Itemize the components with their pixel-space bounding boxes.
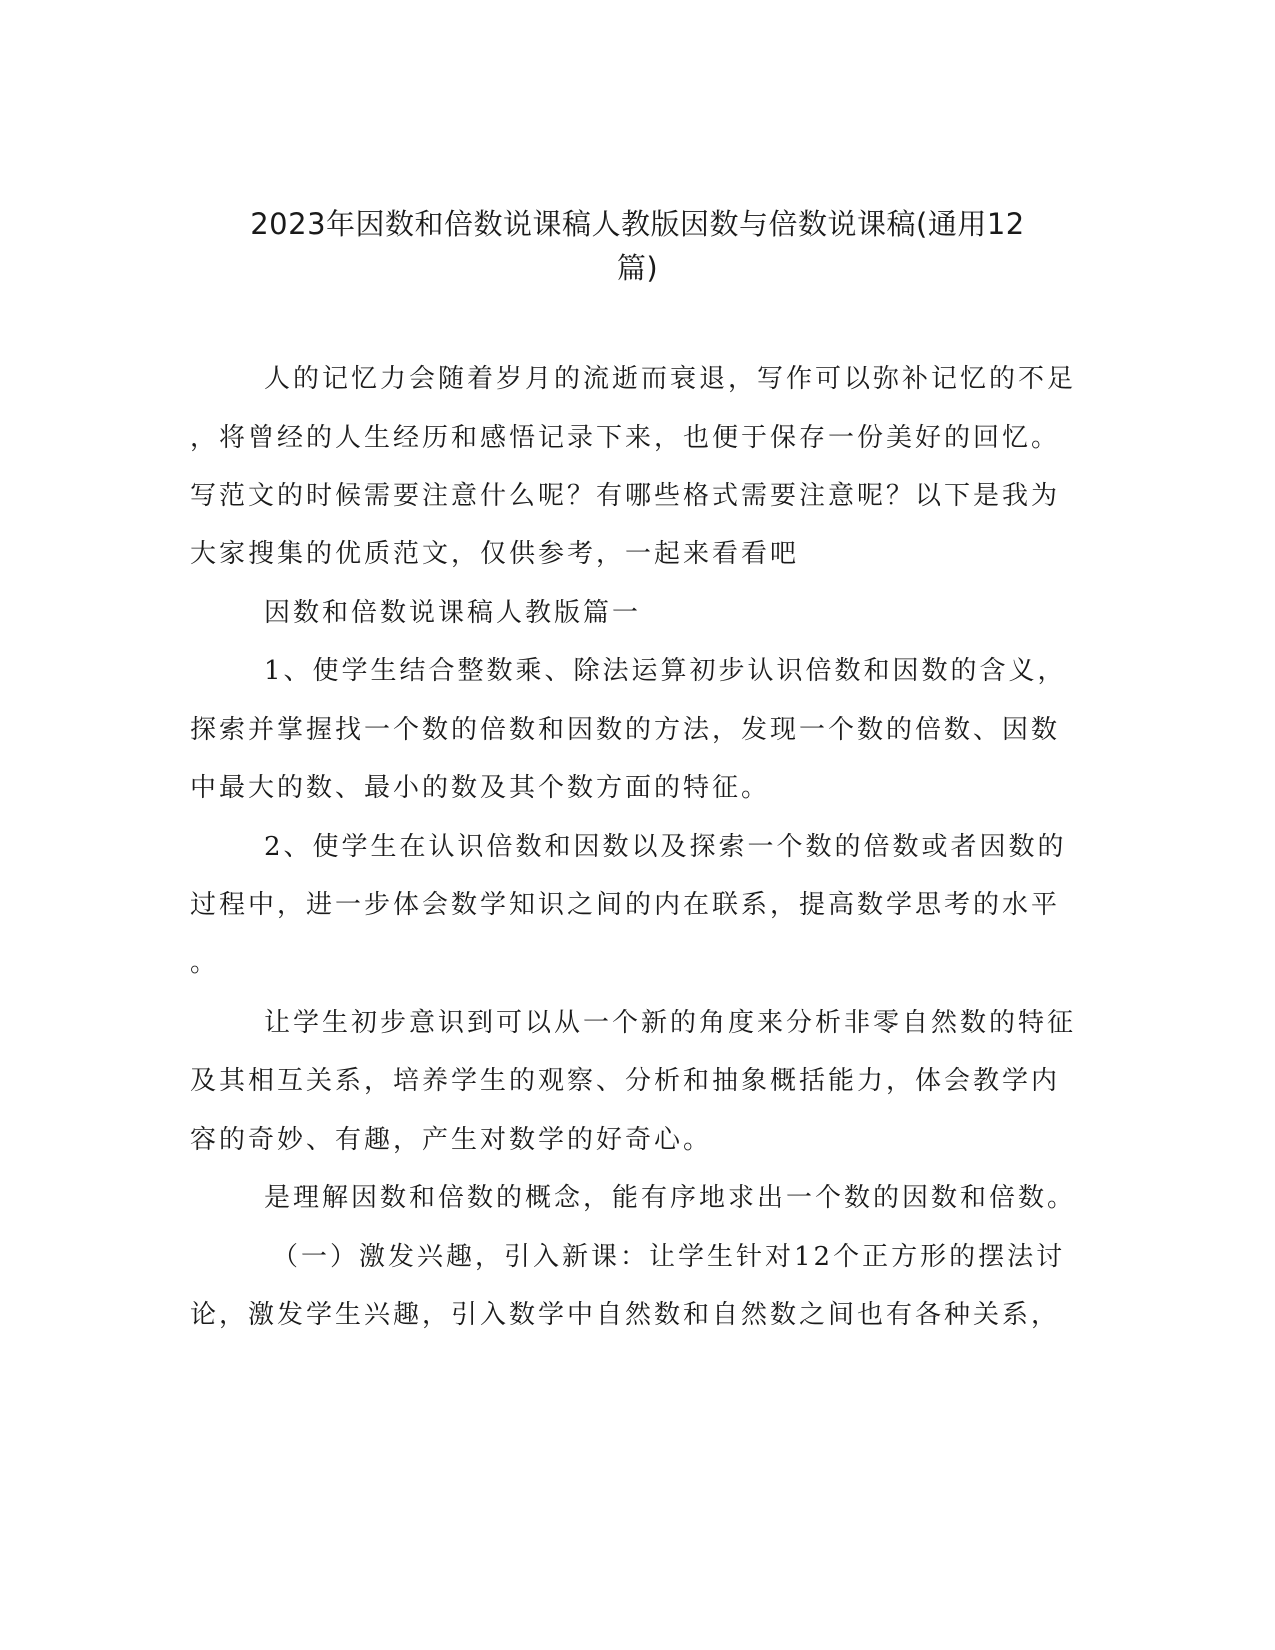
body-line: 让学生初步意识到可以从一个新的角度来分析非零自然数的特征 (264, 1008, 1077, 1038)
body-line: 人的记忆力会随着岁月的流逝而衰退，写作可以弥补记忆的不足 (264, 364, 1077, 394)
section-heading: 因数和倍数说课稿人教版篇一 (264, 598, 642, 628)
body-line: 大家搜集的优质范文，仅供参考，一起来看看吧 (190, 539, 800, 569)
body-line: 过程中，进一步体会数学知识之间的内在联系，提高数学思考的水平 (190, 890, 1061, 920)
document-title (150, 202, 1125, 290)
body-line: 2、使学生在认识倍数和因数以及探索一个数的倍数或者因数的 (264, 832, 1067, 862)
body-line: 写范文的时候需要注意什么呢？有哪些格式需要注意呢？以下是我为 (190, 481, 1061, 511)
body-line: 是理解因数和倍数的概念，能有序地求出一个数的因数和倍数。 (264, 1183, 1077, 1213)
body-line: 论，激发学生兴趣，引入数学中自然数和自然数之间也有各种关系， (190, 1300, 1061, 1330)
body-line: 。 (190, 948, 220, 978)
body-line: 探索并掌握找一个数的倍数和因数的方法，发现一个数的倍数、因数 (190, 715, 1061, 745)
title-line-2: 篇) (616, 251, 659, 285)
body-line: 容的奇妙、有趣，产生对数学的好奇心。 (190, 1125, 713, 1155)
body-line: ，将曾经的人生经历和感悟记录下来，也便于保存一份美好的回忆。 (190, 423, 1061, 453)
body-line: 1、使学生结合整数乘、除法运算初步认识倍数和因数的含义， (264, 656, 1067, 686)
body-line: （一）激发兴趣，引入新课：让学生针对12个正方形的摆法讨 (272, 1242, 1066, 1272)
body-line: 中最大的数、最小的数及其个数方面的特征。 (190, 773, 771, 803)
title-line-1: 2023年因数和倍数说课稿人教版因数与倍数说课稿(通用12 (250, 207, 1025, 241)
body-line: 及其相互关系，培养学生的观察、分析和抽象概括能力，体会教学内 (190, 1066, 1061, 1096)
